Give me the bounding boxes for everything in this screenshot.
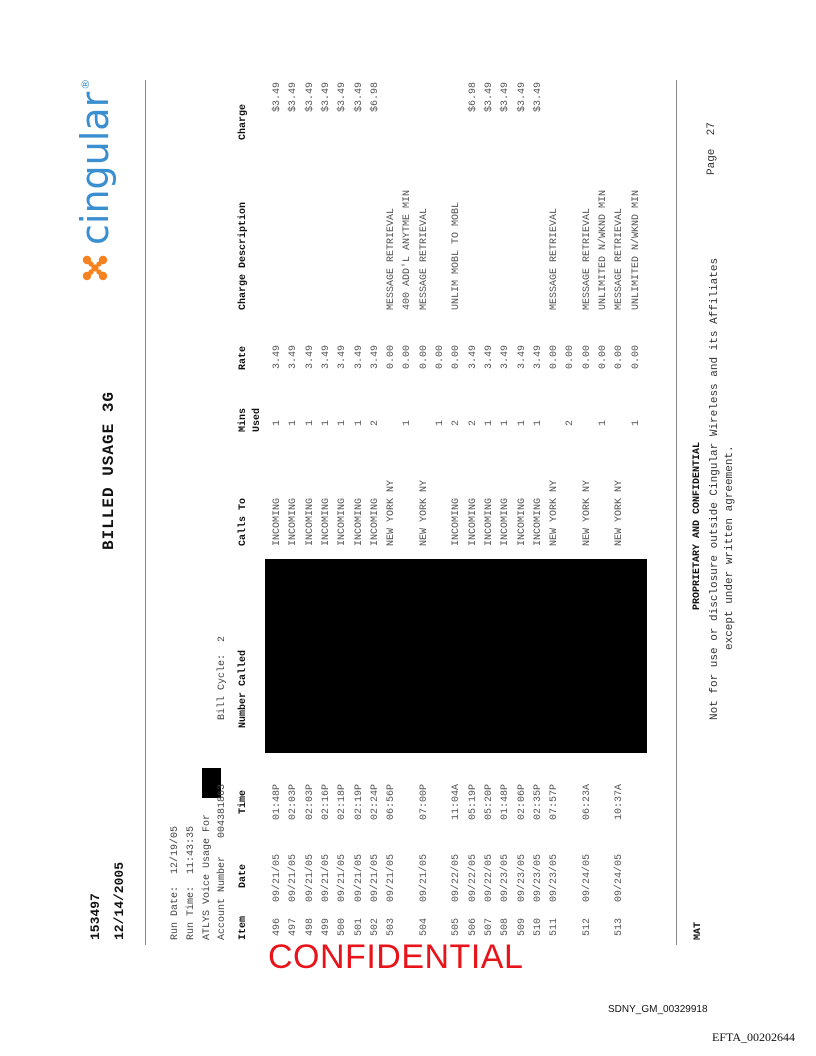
cell-item: 497 — [288, 917, 300, 936]
cell-mins: 1 — [337, 420, 349, 427]
cell-rate: 0.00 — [614, 345, 626, 370]
cell-time: 02:06P — [516, 783, 528, 820]
cell-calls-to: INCOMING — [320, 497, 332, 546]
cell-date: 09/24/05 — [581, 853, 593, 902]
page-title: BILLED USAGE 3G — [100, 390, 118, 550]
cell-item: 501 — [353, 917, 365, 936]
cell-item: 500 — [337, 917, 349, 936]
account-number: Account Number 004381863 — [217, 783, 228, 940]
cell-time: 11:04A — [451, 783, 463, 820]
cell-date: 09/23/05 — [500, 853, 512, 902]
cell-mins: 1 — [320, 420, 332, 427]
cell-rate: 0.00 — [598, 345, 609, 370]
cell-item: 504 — [418, 917, 430, 936]
cell-rate: 0.00 — [549, 345, 561, 370]
cell-rate: 0.00 — [386, 345, 398, 370]
cell-time: 02:24P — [369, 783, 381, 820]
cell-time: 06:23A — [581, 783, 593, 820]
cell-desc: 400 ADD'L ANYTME MIN — [402, 189, 414, 310]
bates-number: SDNY_GM_00329918 — [608, 1004, 708, 1015]
cell-desc: UNLIMITED N/WKND MIN — [598, 189, 609, 310]
bill-cycle: Bill Cycle: 2 — [217, 635, 228, 720]
cell-charge: $3.49 — [353, 82, 365, 113]
cell-time: 01:48P — [272, 783, 283, 820]
header-divider — [145, 80, 146, 945]
registered-mark-icon: ® — [78, 78, 92, 90]
cell-charge: $3.49 — [288, 82, 300, 113]
cell-rate: 0.00 — [451, 345, 463, 370]
col-used: Used — [252, 407, 263, 432]
cell-time: 02:03P — [288, 783, 300, 820]
cell-item: 503 — [386, 917, 398, 936]
cell-mins: 1 — [516, 420, 528, 427]
cell-rate: 3.49 — [532, 345, 544, 370]
proprietary-notice: PROPRIETARY AND CONFIDENTIAL — [692, 441, 703, 610]
cell-calls-to: NEW YORK NY — [386, 479, 398, 546]
cell-mins: 2 — [467, 420, 479, 427]
cell-time: 02:18P — [337, 783, 349, 820]
cell-mins: 1 — [435, 420, 446, 427]
cell-mins: 1 — [532, 420, 544, 427]
cell-mins: 1 — [288, 420, 300, 427]
usage-for: ATLYS Voice Usage For — [202, 813, 213, 940]
cell-calls-to: INCOMING — [483, 497, 495, 546]
cell-rate: 0.00 — [435, 345, 446, 370]
cell-rate: 3.49 — [467, 345, 479, 370]
col-charge: Charge — [238, 103, 249, 140]
cell-rate: 3.49 — [272, 345, 283, 370]
cell-mins: 1 — [402, 420, 414, 427]
cell-date: 09/22/05 — [451, 853, 463, 902]
cell-item: 506 — [467, 917, 479, 936]
cell-time: 07:57P — [549, 783, 561, 820]
cell-rate: 3.49 — [353, 345, 365, 370]
run-date: Run Date: 12/19/05 — [170, 825, 181, 940]
cell-mins: 1 — [483, 420, 495, 427]
cell-calls-to: INCOMING — [304, 497, 316, 546]
cell-item: 496 — [272, 917, 283, 936]
cell-date: 09/21/05 — [272, 853, 283, 902]
col-item: Item — [238, 915, 249, 940]
cell-time: 02:35P — [532, 783, 544, 820]
cell-calls-to: NEW YORK NY — [614, 479, 626, 546]
cell-time: 05:19P — [467, 783, 479, 820]
footer-code: MAT — [693, 921, 704, 940]
document-id: 153497 — [88, 893, 103, 940]
cingular-logo — [70, 79, 120, 285]
cell-calls-to: NEW YORK NY — [581, 479, 593, 546]
cell-item: 513 — [614, 917, 626, 936]
cell-item: 510 — [532, 917, 544, 936]
cell-calls-to: INCOMING — [532, 497, 544, 546]
page-number: Page 27 — [706, 122, 718, 175]
cell-charge: $3.49 — [532, 82, 544, 113]
cell-desc: UNLIMITED N/WKND MIN — [630, 189, 642, 310]
cell-date: 09/21/05 — [418, 853, 430, 902]
disclosure-line-2: except under written agreement. — [724, 445, 736, 650]
cell-item: 508 — [500, 917, 512, 936]
cell-mins: 2 — [369, 420, 381, 427]
cell-item: 498 — [304, 917, 316, 936]
cell-rate: 3.49 — [337, 345, 349, 370]
cell-item: 499 — [320, 917, 332, 936]
cell-rate: 0.00 — [565, 345, 577, 370]
cell-time: 01:48P — [500, 783, 512, 820]
rotated-billing-page — [40, 70, 736, 950]
cell-charge: $3.49 — [483, 82, 495, 113]
cell-calls-to: NEW YORK NY — [549, 479, 561, 546]
cell-time: 06:56P — [386, 783, 398, 820]
cell-mins: 1 — [304, 420, 316, 427]
cell-date: 09/21/05 — [353, 853, 365, 902]
cell-date: 09/21/05 — [304, 853, 316, 902]
cell-rate: 3.49 — [483, 345, 495, 370]
cell-desc: MESSAGE RETRIEVAL — [418, 207, 430, 310]
cell-calls-to: INCOMING — [516, 497, 528, 546]
cell-time: 10:37A — [614, 783, 626, 820]
cell-desc: MESSAGE RETRIEVAL — [386, 207, 398, 310]
cell-date: 09/22/05 — [467, 853, 479, 902]
cell-date: 09/21/05 — [386, 853, 398, 902]
cell-rate: 3.49 — [320, 345, 332, 370]
col-date: Date — [238, 863, 249, 888]
cell-date: 09/21/05 — [369, 853, 381, 902]
cell-rate: 3.49 — [288, 345, 300, 370]
col-mins: Mins — [238, 407, 249, 432]
cell-charge: $6.98 — [467, 82, 479, 113]
cell-mins: 2 — [565, 420, 577, 427]
cingular-jack-icon — [78, 251, 112, 285]
redaction-bar-numbers — [265, 559, 647, 753]
cell-calls-to: INCOMING — [500, 497, 512, 546]
col-time: Time — [238, 789, 249, 814]
cell-mins: 1 — [598, 420, 609, 427]
cell-desc: MESSAGE RETRIEVAL — [549, 207, 561, 310]
cell-mins: 1 — [500, 420, 512, 427]
cell-mins: 2 — [451, 420, 463, 427]
disclosure-line-1: Not for use or disclosure outside Cingular Wireless and its Affiliates — [709, 257, 721, 720]
cell-date: 09/21/05 — [337, 853, 349, 902]
cell-date: 09/22/05 — [483, 853, 495, 902]
cell-item: 509 — [516, 917, 528, 936]
col-calls-to: Calls To — [238, 497, 249, 546]
cell-rate: 0.00 — [402, 345, 414, 370]
col-charge-description: Charge Description — [238, 201, 249, 310]
cell-desc: MESSAGE RETRIEVAL — [581, 207, 593, 310]
col-rate: Rate — [238, 345, 249, 370]
cell-time: 02:16P — [320, 783, 332, 820]
cell-charge: $3.49 — [516, 82, 528, 113]
cell-item: 512 — [581, 917, 593, 936]
cell-rate: 0.00 — [418, 345, 430, 370]
cell-desc: MESSAGE RETRIEVAL — [614, 207, 626, 310]
brand-wordmark: cingular — [73, 91, 117, 245]
cell-item: 502 — [369, 917, 381, 936]
cell-calls-to: INCOMING — [353, 497, 365, 546]
cell-time: 02:03P — [304, 783, 316, 820]
cell-calls-to: INCOMING — [337, 497, 349, 546]
efta-number: EFTA_00202644 — [712, 1030, 796, 1044]
cell-charge: $3.49 — [272, 82, 283, 113]
cell-date: 09/23/05 — [549, 853, 561, 902]
cell-date: 09/23/05 — [516, 853, 528, 902]
cell-rate: 0.00 — [630, 345, 642, 370]
cell-rate: 3.49 — [304, 345, 316, 370]
cell-item: 507 — [483, 917, 495, 936]
cell-charge: $3.49 — [500, 82, 512, 113]
cell-item: 511 — [549, 917, 561, 936]
cell-calls-to: INCOMING — [288, 497, 300, 546]
col-number-called: Number Called — [238, 649, 249, 728]
run-time: Run Time: 11:43:35 — [186, 825, 197, 940]
cell-calls-to: NEW YORK NY — [418, 479, 430, 546]
cell-mins: 1 — [272, 420, 283, 427]
cell-desc: UNLIM MOBL TO MOBL — [451, 201, 463, 310]
cell-charge: $6.98 — [369, 82, 381, 113]
cell-calls-to: INCOMING — [369, 497, 381, 546]
document-date: 12/14/2005 — [112, 861, 127, 940]
cell-mins: 1 — [353, 420, 365, 427]
cell-calls-to: INCOMING — [467, 497, 479, 546]
cell-time: 07:00P — [418, 783, 430, 820]
cell-date: 09/24/05 — [614, 853, 626, 902]
cell-mins: 1 — [630, 420, 642, 427]
cell-rate: 3.49 — [500, 345, 512, 370]
cell-charge: $3.49 — [304, 82, 316, 113]
cell-calls-to: INCOMING — [451, 497, 463, 546]
cell-calls-to: INCOMING — [272, 497, 283, 546]
cell-date: 09/21/05 — [288, 853, 300, 902]
cell-date: 09/21/05 — [320, 853, 332, 902]
cell-charge: $3.49 — [320, 82, 332, 113]
cell-time: 02:19P — [353, 783, 365, 820]
footer-divider — [676, 80, 677, 945]
cell-time: 05:20P — [483, 783, 495, 820]
cell-rate: 3.49 — [516, 345, 528, 370]
confidential-stamp: CONFIDENTIAL — [268, 938, 524, 976]
cell-item: 505 — [451, 917, 463, 936]
cell-date: 09/23/05 — [532, 853, 544, 902]
cell-rate: 0.00 — [581, 345, 593, 370]
cell-rate: 3.49 — [369, 345, 381, 370]
cell-charge: $3.49 — [337, 82, 349, 113]
